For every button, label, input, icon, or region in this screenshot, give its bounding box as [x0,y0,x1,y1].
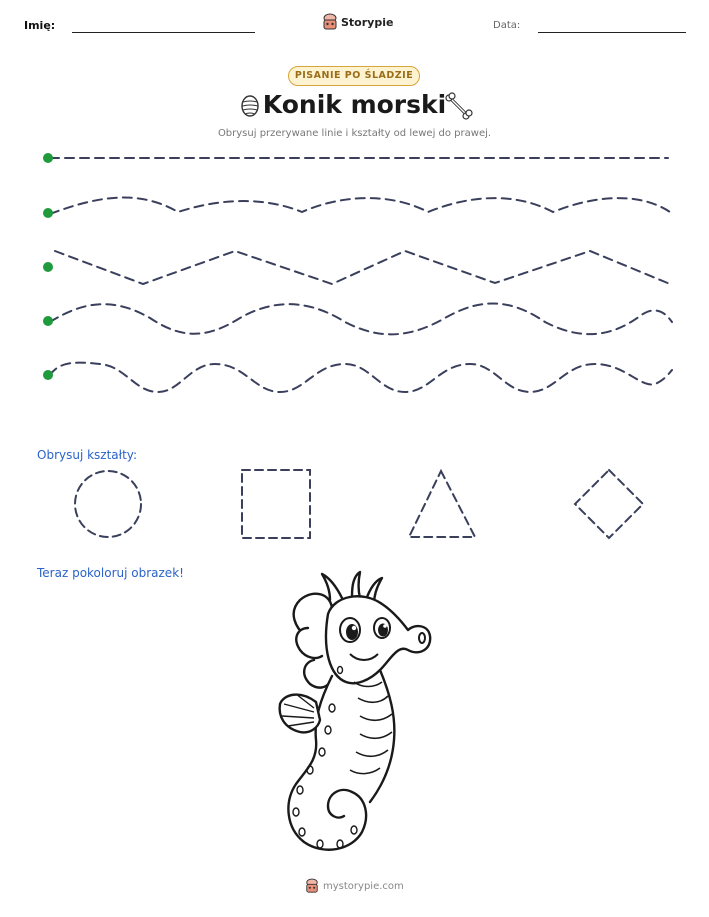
trace-line-wave-3 [50,363,672,392]
brand-name: Storypie [341,15,394,29]
trace-shapes [0,460,709,550]
square-icon [242,470,310,538]
trace-line-wave-2 [50,303,672,334]
trace-line-wave-1 [50,198,670,214]
footer-site: mystorypie.com [323,880,404,892]
footer [305,878,404,894]
name-label: Imię: [24,19,56,32]
start-dot [43,208,53,218]
trace-line-zigzag [55,251,670,284]
start-dot [43,153,53,163]
diamond-icon [575,470,643,538]
circle-icon [75,471,141,537]
coloring-section-label: Teraz pokoloruj obrazek! [37,566,184,580]
page-title: Konik morski [262,90,447,119]
start-dot [43,262,53,272]
triangle-icon [409,471,475,537]
storypie-logo-icon [305,878,319,894]
start-dot [43,316,53,326]
shapes-section-label: Obrysuj kształty: [37,448,138,462]
trace-lines [0,0,709,420]
seahorse-coloring-image [270,570,440,865]
date-label: Data: [493,20,521,31]
activity-badge: PISANIE PO ŚLADZIE [288,66,420,86]
instructions-text: Obrysuj przerywane linie i kształty od lewej do prawej. [217,128,492,139]
start-dot [43,370,53,380]
